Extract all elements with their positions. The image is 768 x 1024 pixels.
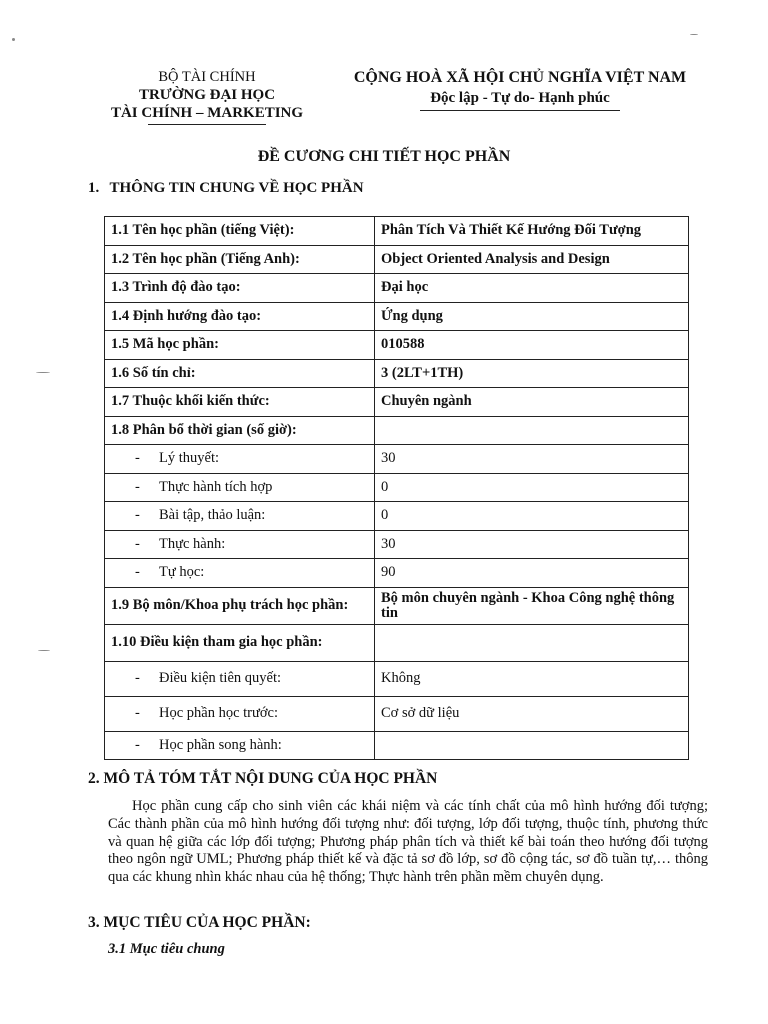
row-label — [105, 445, 375, 474]
table-row — [105, 217, 689, 246]
list-dash: - — [135, 736, 140, 753]
row-value: Không — [375, 661, 689, 696]
row-value: 30 — [375, 445, 689, 474]
time-label: Tự học: — [159, 564, 205, 581]
row-value: 30 — [375, 530, 689, 559]
table-row — [105, 331, 689, 360]
row-label: 1.10 Điều kiện tham gia học phần: — [105, 624, 375, 661]
section-1-title: THÔNG TIN CHUNG VỀ HỌC PHẦN — [109, 180, 364, 196]
row-value: Phân Tích Và Thiết Kế Hướng Đối Tượng — [375, 217, 689, 246]
course-description-paragraph: Học phần cung cấp cho sinh viên các khái niệm và các tính chất của mô hình hướng đối tượng; Các thành phần của mô hình hướng đối tượng như: đối tượng, lớp đối tượng, thuộc tính, phương thức và quan hệ giữa các lớp đối tượng; Phương pháp phân tích và thiết kế bài toán theo hướng đối tượng theo ngôn ngữ UML; Phương pháp thiết kế và đặc tả sơ đồ lớp, sơ đồ cộng tác, sơ đồ tuần tự,… thông qua các khung nhìn khác nhau của hệ thống; Thực hành trên phần mềm chuyên dụng. — [108, 798, 708, 886]
row-value: Cơ sở dữ liệu — [375, 696, 689, 731]
section-1-number: 1. — [88, 180, 100, 196]
row-label — [105, 661, 375, 696]
table-row — [105, 624, 689, 661]
national-motto: Độc lập - Tự do- Hạnh phúc — [430, 90, 610, 106]
condition-label: Học phần học trước: — [159, 705, 279, 721]
scan-speck — [36, 372, 50, 373]
table-row — [105, 445, 689, 474]
row-label: 1.2 Tên học phần (Tiếng Anh): — [105, 245, 375, 274]
table-row — [105, 274, 689, 303]
issuing-organization — [92, 68, 322, 122]
row-value — [375, 731, 689, 760]
row-label: 1.3 Trình độ đào tạo: — [105, 274, 375, 303]
table-row — [105, 416, 689, 445]
condition-label: Điều kiện tiên quyết: — [159, 670, 282, 686]
motto-underline — [420, 110, 620, 111]
table-row — [105, 473, 689, 502]
table-row — [105, 530, 689, 559]
section-3-1-heading: 3.1 Mục tiêu chung — [108, 941, 225, 957]
table-row — [105, 245, 689, 274]
table-row — [105, 661, 689, 696]
list-dash: - — [135, 670, 140, 686]
table-row — [105, 731, 689, 760]
row-label: 1.7 Thuộc khối kiến thức: — [105, 388, 375, 417]
document-title: ĐỀ CƯƠNG CHI TIẾT HỌC PHẦN — [257, 148, 511, 165]
row-label — [105, 473, 375, 502]
time-label: Thực hành: — [159, 535, 226, 552]
table-row — [105, 302, 689, 331]
time-label: Lý thuyết: — [159, 450, 220, 467]
list-dash: - — [135, 705, 140, 721]
row-label — [105, 559, 375, 588]
row-value — [375, 416, 689, 445]
scan-speck — [690, 34, 698, 35]
course-info-table — [104, 216, 689, 760]
table-row — [105, 388, 689, 417]
row-value: Chuyên ngành — [375, 388, 689, 417]
row-label: 1.5 Mã học phần: — [105, 331, 375, 360]
university-name-line1: TRƯỜNG ĐẠI HỌC — [138, 87, 276, 103]
row-label: 1.8 Phân bổ thời gian (số giờ): — [105, 416, 375, 445]
section-2-heading: 2. MÔ TẢ TÓM TẮT NỘI DUNG CỦA HỌC PHẦN — [88, 770, 438, 787]
table-row — [105, 359, 689, 388]
scan-speck — [38, 650, 50, 651]
row-label — [105, 696, 375, 731]
row-value: Object Oriented Analysis and Design — [375, 245, 689, 274]
header-underline — [148, 124, 266, 125]
time-label: Bài tập, thảo luận: — [159, 507, 266, 524]
ministry-name: BỘ TÀI CHÍNH — [158, 69, 256, 85]
row-label: 1.9 Bộ môn/Khoa phụ trách học phần: — [105, 587, 375, 624]
row-value: 90 — [375, 559, 689, 588]
row-value — [375, 624, 689, 661]
table-row — [105, 502, 689, 531]
section-1-heading — [88, 180, 364, 197]
table-row — [105, 696, 689, 731]
row-label — [105, 530, 375, 559]
university-name-line2: TÀI CHÍNH – MARKETING — [110, 105, 304, 121]
row-label: 1.6 Số tín chỉ: — [105, 359, 375, 388]
list-dash: - — [135, 450, 140, 467]
row-label: 1.4 Định hướng đào tạo: — [105, 302, 375, 331]
list-dash: - — [135, 507, 140, 524]
row-value: 010588 — [375, 331, 689, 360]
row-value: 0 — [375, 502, 689, 531]
condition-label: Học phần song hành: — [159, 736, 282, 753]
list-dash: - — [135, 478, 140, 495]
table-row — [105, 559, 689, 588]
national-heading — [345, 68, 695, 108]
table-row — [105, 587, 689, 624]
scan-speck — [12, 38, 15, 41]
row-label — [105, 731, 375, 760]
row-label — [105, 502, 375, 531]
time-label: Thực hành tích hợp — [159, 478, 273, 495]
row-label: 1.1 Tên học phần (tiếng Việt): — [105, 217, 375, 246]
list-dash: - — [135, 564, 140, 581]
row-value: 0 — [375, 473, 689, 502]
republic-name: CỘNG HOÀ XÃ HỘI CHỦ NGHĨA VIỆT NAM — [353, 69, 687, 86]
row-value: 3 (2LT+1TH) — [375, 359, 689, 388]
row-value: Ứng dụng — [375, 302, 689, 331]
list-dash: - — [135, 535, 140, 552]
section-3-heading: 3. MỤC TIÊU CỦA HỌC PHẦN: — [88, 914, 311, 931]
row-value: Bộ môn chuyên ngành - Khoa Công nghệ thông tin — [375, 587, 689, 624]
row-value: Đại học — [375, 274, 689, 303]
